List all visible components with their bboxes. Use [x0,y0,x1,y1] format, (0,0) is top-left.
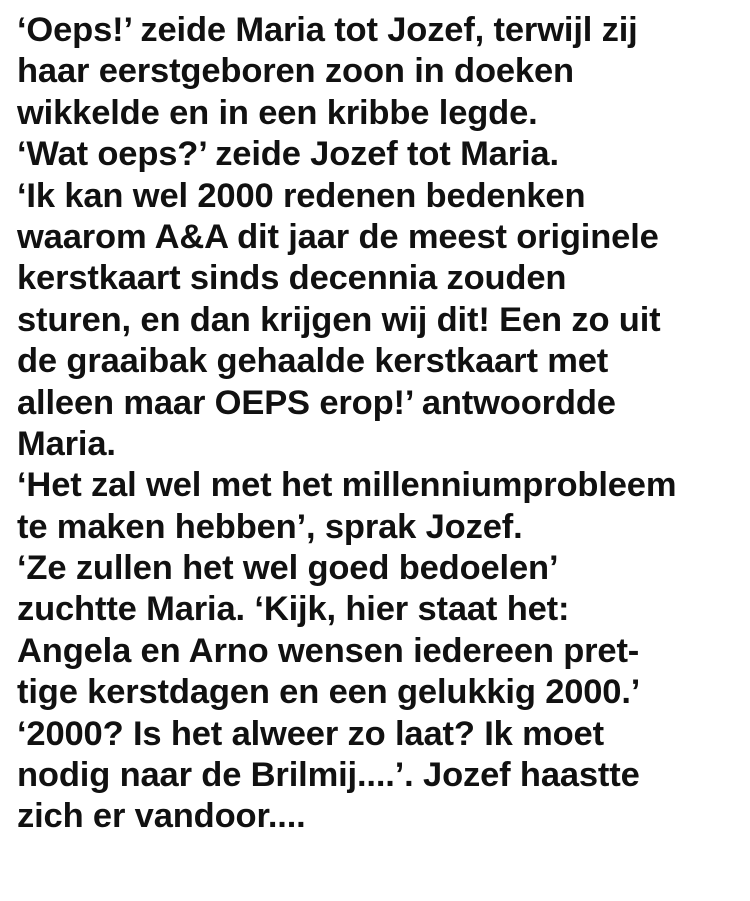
text-line: tige kerstdagen en een gelukkig 2000.’ [17,673,641,712]
text-line: sturen, en dan krijgen wij dit! Een zo uit [17,300,661,339]
text-line: kerstkaart sinds decennia zouden [17,259,567,298]
text-line: Maria. [17,424,116,463]
text-line: alleen maar OEPS erop!’ antwoordde [17,383,616,422]
text-line: de graaibak gehaalde kerstkaart met [17,342,609,381]
text-line: wikkelde en in een kribbe legde. [17,93,538,132]
text-line: te maken hebben’, sprak Jozef. [17,507,523,546]
text-line: zuchtte Maria. ‘Kijk, hier staat het: [17,590,570,629]
story-text [17,10,742,838]
text-line: ‘Ik kan wel 2000 redenen bedenken [17,176,586,215]
text-line: nodig naar de Brilmij....’. Jozef haastte [17,756,640,795]
text-line: ‘Ze zullen het wel goed bedoelen’ [17,549,559,588]
text-line: zich er vandoor.... [17,797,306,836]
text-line: haar eerstgeboren zoon in doeken [17,52,574,91]
text-line: ‘Het zal wel met het millenniumprobleem [17,466,677,505]
text-line: ‘Oeps!’ zeide Maria tot Jozef, terwijl zij [17,11,638,49]
text-line: Angela en Arno wensen iedereen pret- [17,631,640,670]
text-line: ‘2000? Is het alweer zo laat? Ik moet [17,714,604,753]
text-line: waarom A&A dit jaar de meest originele [17,217,659,256]
text-line: ‘Wat oeps?’ zeide Jozef tot Maria. [17,135,559,174]
